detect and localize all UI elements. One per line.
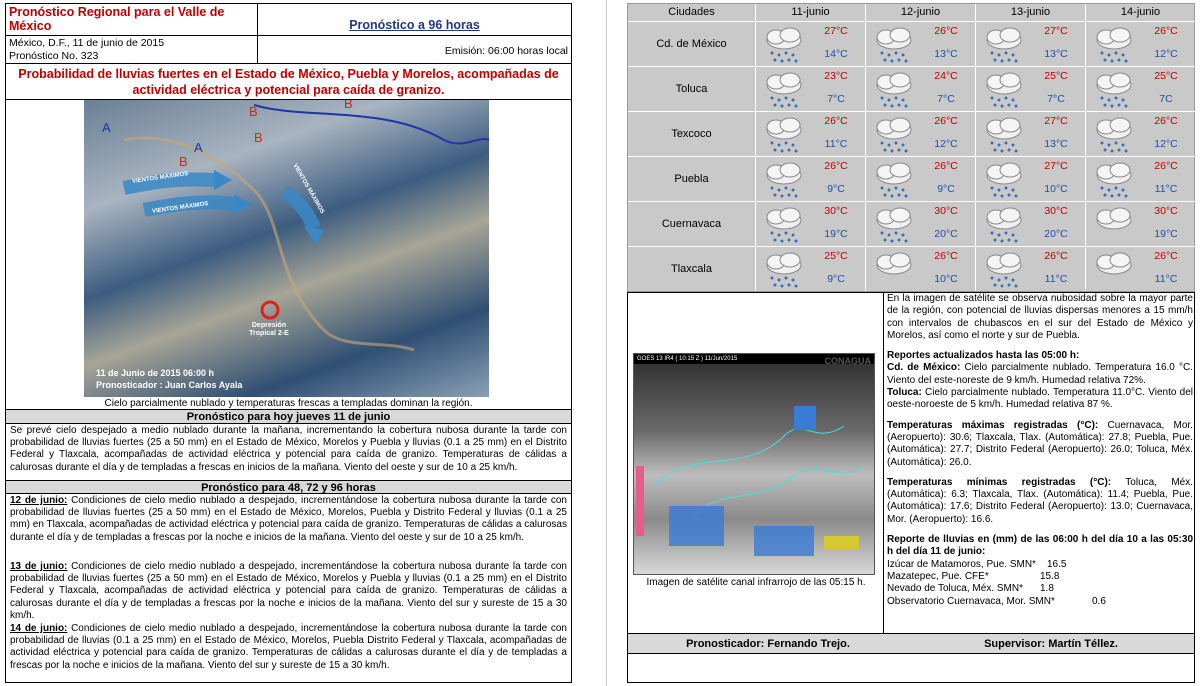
temp-min: 10°C (1044, 183, 1068, 195)
max-temps (887, 420, 1193, 469)
max-temps-text: Cuernavaca, Mor. (Aeropuerto): 30.6; Tlaxcala, Tlax. (Automática): 27.8; Puebla, Pue. (Automática): 27.7; Distrito Federal (Aeropuerto): 26.0; Toluca, Méx. (Automática): 26.0. (887, 419, 1193, 468)
temp-min: 11°C (1044, 273, 1068, 285)
day-14 (6, 623, 571, 683)
temp-max: 25°C (1154, 70, 1178, 82)
forecast-cell (975, 246, 1085, 291)
page-gutter (606, 0, 607, 686)
cloud-rain-icon (982, 116, 1026, 154)
temp-min: 14°C (824, 48, 848, 60)
forecast-cell (975, 21, 1085, 66)
cold-front (254, 105, 489, 144)
forecast-cell (755, 21, 865, 66)
cloud-rain-icon (872, 71, 916, 109)
temp-min: 13°C (934, 48, 958, 60)
temp-min: 20°C (934, 228, 958, 240)
temp-max: 24°C (934, 70, 958, 82)
city-name: Puebla (628, 156, 755, 201)
rain-row (887, 571, 1193, 583)
forecast-table (627, 3, 1195, 292)
city-rows (628, 21, 1194, 291)
forecast-cell (1085, 66, 1195, 111)
temp-min: 7C (1159, 93, 1173, 105)
cloud-rain-icon (982, 26, 1026, 64)
temp-max: 27°C (1044, 25, 1068, 37)
emission: Emisión: 06:00 horas local (258, 36, 571, 64)
date-line: México, D.F., 11 de junio de 2015 (9, 37, 165, 49)
temp-max: 27°C (1044, 115, 1068, 127)
cloud-rain-icon (762, 251, 806, 289)
cloud-rain-icon (982, 251, 1026, 289)
spacer (887, 412, 1193, 420)
high-pressure-a: A (102, 120, 111, 135)
temp-max: 23°C (824, 70, 848, 82)
cloud-rain-icon (982, 71, 1026, 109)
day-13-label: 13 de junio: (10, 561, 68, 572)
wind-arrow-head-1 (214, 170, 232, 190)
cloud-cell-1 (794, 406, 816, 430)
temp-max: 30°C (1044, 205, 1068, 217)
map-overlay (84, 100, 489, 397)
spacer (887, 342, 1193, 350)
headline: Probabilidad de lluvias fuertes en el Estado de México, Puebla y Morelos, acompañadas de actividad eléctrica y potencial para caída de granizo. (6, 64, 571, 100)
city-name: Texcoco (628, 111, 755, 156)
rain-station: Izúcar de Matamoros, Pue. SMN* (887, 558, 1036, 570)
sat-brand: CONAGUA (824, 356, 871, 366)
forecast-cell (755, 66, 865, 111)
cloud-rain-icon (762, 206, 806, 244)
temp-min: 12°C (1154, 48, 1178, 60)
rain-station: Observatorio Cuernavaca, Mor. SMN* (887, 595, 1055, 607)
forecast-cell (755, 201, 865, 246)
temp-max: 30°C (934, 205, 958, 217)
rain-row (887, 559, 1193, 571)
temp-max: 26°C (1154, 250, 1178, 262)
sat-description: En la imagen de satélite se observa nubosidad sobre la mayor parte de la región, con potencial de lluvias dispersas menores a 15 mm/h con intervalos de chubascos en el sur del Estado de México y Morelos, así como el norte y sur de Puebla. (887, 293, 1193, 341)
min-temps-title: Temperaturas mínimas registradas (°C): (887, 476, 1112, 488)
forecast-cell (975, 201, 1085, 246)
temp-max: 27°C (824, 25, 848, 37)
city-name: Cuernavaca (628, 201, 755, 246)
cloud-icon (872, 251, 916, 289)
cloud-rain-icon (1092, 161, 1136, 199)
day-12-label: 12 de junio: (10, 495, 68, 506)
low-pressure-b4: B (254, 130, 263, 145)
forecast-cell (975, 66, 1085, 111)
forecast-cell (975, 156, 1085, 201)
low-pressure-b2: B (344, 100, 353, 111)
max-temps-title: Temperaturas máximas registradas (°C): (887, 419, 1099, 431)
report-subtitle: Pronóstico a 96 horas (349, 18, 480, 32)
temp-min: 19°C (1154, 228, 1178, 240)
forecast-cell (865, 156, 975, 201)
forecaster: Pronosticador: Fernando Trejo. (686, 638, 850, 650)
date-header-4: 14-junio (1085, 4, 1195, 21)
temp-min: 19°C (824, 228, 848, 240)
cloud-icon (1092, 206, 1136, 244)
rain-row (887, 583, 1193, 595)
date-header-1: 11-junio (755, 4, 865, 21)
today-header: Pronóstico para hoy jueves 11 de junio (6, 410, 571, 424)
temp-min: 7°C (1047, 93, 1065, 105)
cloud-rain-icon (1092, 26, 1136, 64)
day-13-text: Condiciones de cielo medio nublado a despejado, incrementándose la cobertura nubosa durante la tarde con probabilidad de lluvias fuertes (25 a 50 mm) en el Estado de México, Morelos y Puebla y lluvias (0.1 a 25 mm) en el Distrito Federal y Tlaxcala, acompañadas de actividad eléctrica y potencial para caída de granizo. Temperaturas de cálidas a calurosas durante el día y de templadas a frescas por la noche e inicios de la mañana. Viento del sur y sureste de 15 a 30 km/h. (10, 561, 567, 621)
temp-min: 11°C (824, 138, 848, 150)
cloud-icon (1092, 251, 1136, 289)
future-header: Pronóstico para 48, 72 y 96 horas (6, 480, 571, 494)
rain-mm: 1.8 (1040, 583, 1054, 595)
forecast-cell (1085, 21, 1195, 66)
forecast-cell (1085, 246, 1195, 291)
wind-label-1: VIENTOS MÁXIMOS (131, 171, 189, 185)
cloud-cell-3 (754, 526, 814, 556)
rain-station: Mazatepec, Pue. CFE* (887, 570, 989, 582)
report-title: Pronóstico Regional para el Valle de México (9, 5, 225, 33)
temp-max: 26°C (1154, 160, 1178, 172)
city-name: Cd. de México (628, 21, 755, 66)
high-pressure-a2: A (194, 140, 203, 155)
temp-min: 13°C (1044, 138, 1068, 150)
signature-bar (628, 634, 1194, 654)
infrared-image (633, 353, 875, 575)
report-toluca-text: Cielo parcialmente nublado. Temperatura 11.0°C. Viento del oeste-noroeste de 5 km/h. Humedad relativa 87 %. (887, 387, 1193, 411)
report-cdmx-text: Cielo parcialmente nublado. Temperatura 16.0 °C. Viento del este-noreste de 9 km/h. Humedad relativa 72%. (887, 362, 1193, 386)
temp-min: 9°C (827, 273, 845, 285)
temp-min: 13°C (1044, 48, 1068, 60)
city-name: Tlaxcala (628, 246, 755, 291)
col-city-header: Ciudades (668, 6, 715, 18)
day-13 (6, 561, 571, 623)
day-12 (6, 495, 571, 563)
subtitle-cell (258, 4, 571, 36)
temp-min: 12°C (934, 138, 958, 150)
temp-min: 20°C (1044, 228, 1068, 240)
forecast-cell (1085, 156, 1195, 201)
forecast-cell (865, 66, 975, 111)
min-temps (887, 477, 1193, 526)
temp-max: 30°C (824, 205, 848, 217)
low-pressure-b3: B (179, 154, 188, 169)
temp-min: 9°C (827, 183, 845, 195)
forecast-cell (975, 111, 1085, 156)
temp-max: 26°C (1154, 25, 1178, 37)
map-caption: Cielo parcialmente nublado y temperaturas frescas a templadas dominan la región. (6, 397, 571, 410)
rain-title: Reporte de lluvias en (mm) de las 06:00 h del día 10 a las 05:30 h del día 11 de junio: (887, 534, 1193, 558)
report-toluca-label: Toluca: (887, 387, 922, 399)
temp-max: 26°C (934, 250, 958, 262)
rain-row (887, 596, 1193, 608)
rain-mm: 0.6 (1092, 595, 1106, 607)
temp-min: 11°C (1154, 183, 1178, 195)
wind-label-2: VIENTOS MÁXIMOS (151, 201, 209, 215)
temp-max: 25°C (824, 250, 848, 262)
tropical-depression-icon (262, 302, 278, 318)
rain-mm: 15.8 (1040, 570, 1060, 582)
min-temps-text: Toluca, Méx. (Automática): 6.3; Tlaxcala, Tlax. (Automática): 11.4; Puebla, Pue. (Automática): 17.6; Distrito Federal (Aeropuerto): 13.0; Cuernavaca, Mor. (Aeropuerto): 16.6. (887, 476, 1194, 525)
report-cdmx (887, 362, 1193, 387)
city-name: Toluca (628, 66, 755, 111)
day-14-text: Condiciones de cielo medio nublado a despejado, incrementándose la cobertura nubosa durante la tarde con probabilidad de lluvias (0.1 a 25 mm) en el Estado de México, Morelos, Puebla Distrito Federal y Tlaxcala, acompañadas de actividad eléctrica y potencial para caída de granizo. Temperaturas de cálidas a calurosas durante el día y de templadas a frescas por la noche e inicios de la mañana. Viento del sur y sureste de 15 a 30 km/h. (10, 623, 567, 671)
cloud-rain-icon (982, 206, 1026, 244)
cloud-rain-icon (762, 71, 806, 109)
temp-min: 7°C (827, 93, 845, 105)
today-text: Se prevé cielo despejado a medio nublado durante la mañana, incrementando la cobertura nubosa durante la tarde con probabilidad de lluvias fuertes (25 a 50 mm) en el Estado de México, Morelos y Puebla y lluvias (0.1 a 25 mm) en el Distrito Federal y Tlaxcala, acompañadas de actividad eléctrica y potencial para caída de granizo. Temperaturas de cálidas a calurosas durante el día y de templadas a frescas en inicios de la mañana. Viento del oeste y sur de 10 a 25 km/h. (10, 425, 567, 473)
forecast-cell (865, 111, 975, 156)
temp-max: 27°C (1044, 160, 1068, 172)
left-page (5, 3, 572, 683)
state-borders (654, 426, 844, 486)
cloud-rain-icon (1092, 71, 1136, 109)
number-line: Pronóstico No. 323 (9, 49, 99, 62)
cloud-rain-icon (872, 206, 916, 244)
reports-title: Reportes actualizados hasta las 05:00 h: (887, 350, 1080, 362)
temp-max: 25°C (1044, 70, 1068, 82)
temp-min: 10°C (934, 273, 958, 285)
wind-arrow-head-2 (234, 194, 252, 214)
date-header-2: 12-junio (865, 4, 975, 21)
temp-min: 11°C (1154, 273, 1178, 285)
day-14-label: 14 de junio: (10, 623, 68, 634)
cloud-rain-icon (1092, 116, 1136, 154)
map-stamp: 11 de Junio de 2015 06:00 h (96, 368, 215, 378)
cloud-rain-icon (872, 26, 916, 64)
cloud-rain-icon (872, 161, 916, 199)
cloud-rain-icon (982, 161, 1026, 199)
lower-section (627, 292, 1195, 683)
cloud-rain-icon (762, 26, 806, 64)
temp-max: 30°C (1154, 205, 1178, 217)
rain-mm: 16.5 (1047, 558, 1067, 570)
sat-caption: Imagen de satélite canal infrarrojo de las 05:15 h. (646, 577, 866, 588)
satellite-map (84, 100, 489, 397)
forecast-cell (865, 246, 975, 291)
temp-max: 26°C (934, 160, 958, 172)
forecast-cell (1085, 111, 1195, 156)
low-pressure-b: B (249, 104, 258, 119)
cloud-cell-4 (824, 536, 859, 550)
forecast-cell (755, 156, 865, 201)
temp-max: 26°C (1044, 250, 1068, 262)
temp-max: 26°C (934, 115, 958, 127)
cloud-rain-icon (872, 116, 916, 154)
rain-station: Nevado de Toluca, Méx. SMN* (887, 583, 1023, 595)
temp-min: 12°C (1154, 138, 1178, 150)
color-scale (636, 466, 644, 536)
temp-max: 26°C (824, 160, 848, 172)
wind-arrow-head-3 (304, 226, 324, 245)
cloud-rain-icon (762, 116, 806, 154)
title-cell (6, 4, 258, 36)
wind-label-3: VIENTOS MÁXIMOS (291, 163, 326, 215)
supervisor: Supervisor: Martín Téllez. (984, 638, 1118, 650)
cloud-cell-2 (669, 506, 724, 546)
report-text (887, 293, 1193, 633)
forecast-cell (755, 246, 865, 291)
temp-min: 9°C (937, 183, 955, 195)
depression-label: Depresión Tropical 2-E (249, 322, 289, 337)
report-toluca (887, 387, 1193, 412)
report-cdmx-label: Cd. de México: (887, 362, 961, 374)
forecast-cell (865, 21, 975, 66)
temp-min: 7°C (937, 93, 955, 105)
date-cell (6, 36, 258, 64)
spacer (887, 526, 1193, 534)
ir-overlay (634, 366, 874, 574)
sat-panel (628, 293, 884, 633)
sat-banner: GOES 13 IR4 ( 10:15 Z ) 11/Jun/2015 (634, 354, 874, 364)
day-12-text: Condiciones de cielo medio nublado a despejado, incrementándose la cobertura nubosa durante la tarde con probabilidad de lluvias fuertes (25 a 50 mm) en el Estado de México, Morelos, Puebla y Distrito Federal y lluvias (0.1 a 25 mm) en Tlaxcala, acompañadas de actividad eléctrica y potencial para caída de granizo. Temperaturas de cálidas a calurosas durante el día y de templadas a frescas por la noche e inicios de la mañana. Viento del oeste y sur de 10 a 25 km/h. (10, 495, 567, 543)
map-forecaster: Pronosticador : Juan Carlos Ayala (96, 380, 243, 390)
date-header-3: 13-junio (975, 4, 1085, 21)
forecast-cell (755, 111, 865, 156)
spacer (887, 469, 1193, 477)
cloud-rain-icon (762, 161, 806, 199)
temp-max: 26°C (934, 25, 958, 37)
temp-max: 26°C (824, 115, 848, 127)
rain-list (887, 559, 1193, 608)
temp-max: 26°C (1154, 115, 1178, 127)
forecast-cell (1085, 201, 1195, 246)
forecast-cell (865, 201, 975, 246)
